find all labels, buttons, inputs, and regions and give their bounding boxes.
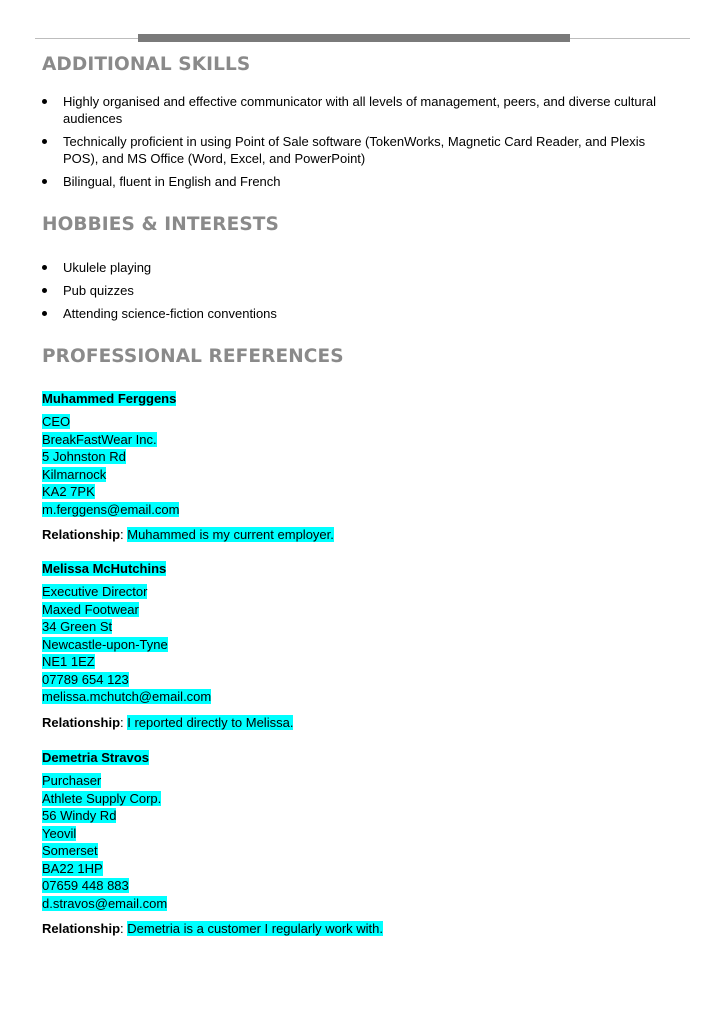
reference-relationship: Relationship: Muhammed is my current employer. (42, 527, 334, 542)
list-item: Bilingual, fluent in English and French (42, 173, 682, 190)
reference-line: Purchaser (42, 773, 102, 788)
reference-line: BA22 1HP (42, 860, 103, 876)
reference-line: Athlete Supply Corp. (42, 790, 162, 806)
header-divider-bar (138, 34, 570, 42)
hobbies-list (42, 259, 682, 328)
reference-email: d.stravos@email.com (42, 895, 168, 911)
reference-entry (42, 560, 293, 731)
reference-phone: 07659 448 883 (42, 878, 129, 893)
reference-phone: 07789 654 123 (42, 671, 129, 687)
hobbies-heading: HOBBIES & INTERESTS (42, 214, 279, 235)
relationship-text: Muhammed is my current employer. (127, 527, 334, 542)
reference-line: Newcastle-upon-Tyne (42, 636, 168, 652)
reference-line: 5 Johnston Rd (42, 449, 126, 464)
reference-relationship: Relationship: Demetria is a customer I regularly work with. (42, 921, 383, 936)
reference-entry (42, 390, 334, 543)
list-item: Ukulele playing (42, 259, 682, 276)
reference-line: Yeovil (42, 825, 77, 841)
reference-line: Maxed Footwear (42, 601, 139, 617)
skills-heading: ADDITIONAL SKILLS (42, 54, 251, 75)
references-heading: PROFESSIONAL REFERENCES (42, 346, 344, 367)
relationship-text: Demetria is a customer I regularly work with. (127, 921, 383, 936)
reference-line: Somerset (42, 843, 98, 858)
list-item: Pub quizzes (42, 282, 682, 299)
reference-line: BreakFastWear Inc. (42, 431, 157, 447)
reference-name: Melissa McHutchins (42, 561, 167, 576)
reference-relationship: Relationship: I reported directly to Melissa. (42, 714, 294, 730)
reference-line: 34 Green St (42, 619, 113, 634)
reference-entry (42, 749, 383, 937)
reference-line: Executive Director (42, 584, 148, 599)
relationship-label: Relationship (42, 527, 121, 542)
relationship-label: Relationship (42, 714, 121, 730)
relationship-text: I reported directly to Melissa. (127, 714, 294, 730)
reference-line: NE1 1EZ (42, 654, 95, 669)
list-item: Attending science-fiction conventions (42, 305, 682, 322)
list-item: Technically proficient in using Point of Sale software (TokenWorks, Magnetic Card Reader, and Plexis POS), and MS Office (Word, Excel, and PowerPoint) (42, 133, 682, 167)
reference-name: Muhammed Ferggens (42, 391, 177, 406)
relationship-label: Relationship (42, 921, 121, 936)
reference-line: CEO (42, 414, 71, 429)
reference-name: Demetria Stravos (42, 750, 149, 765)
reference-line: 56 Windy Rd (42, 808, 117, 823)
reference-line: KA2 7PK (42, 484, 95, 499)
reference-email: melissa.mchutch@email.com (42, 689, 212, 704)
skills-list (42, 93, 682, 196)
reference-email: m.ferggens@email.com (42, 501, 180, 517)
list-item: Highly organised and effective communicator with all levels of management, peers, and diverse cultural audiences (42, 93, 682, 127)
reference-line: Kilmarnock (42, 466, 107, 482)
